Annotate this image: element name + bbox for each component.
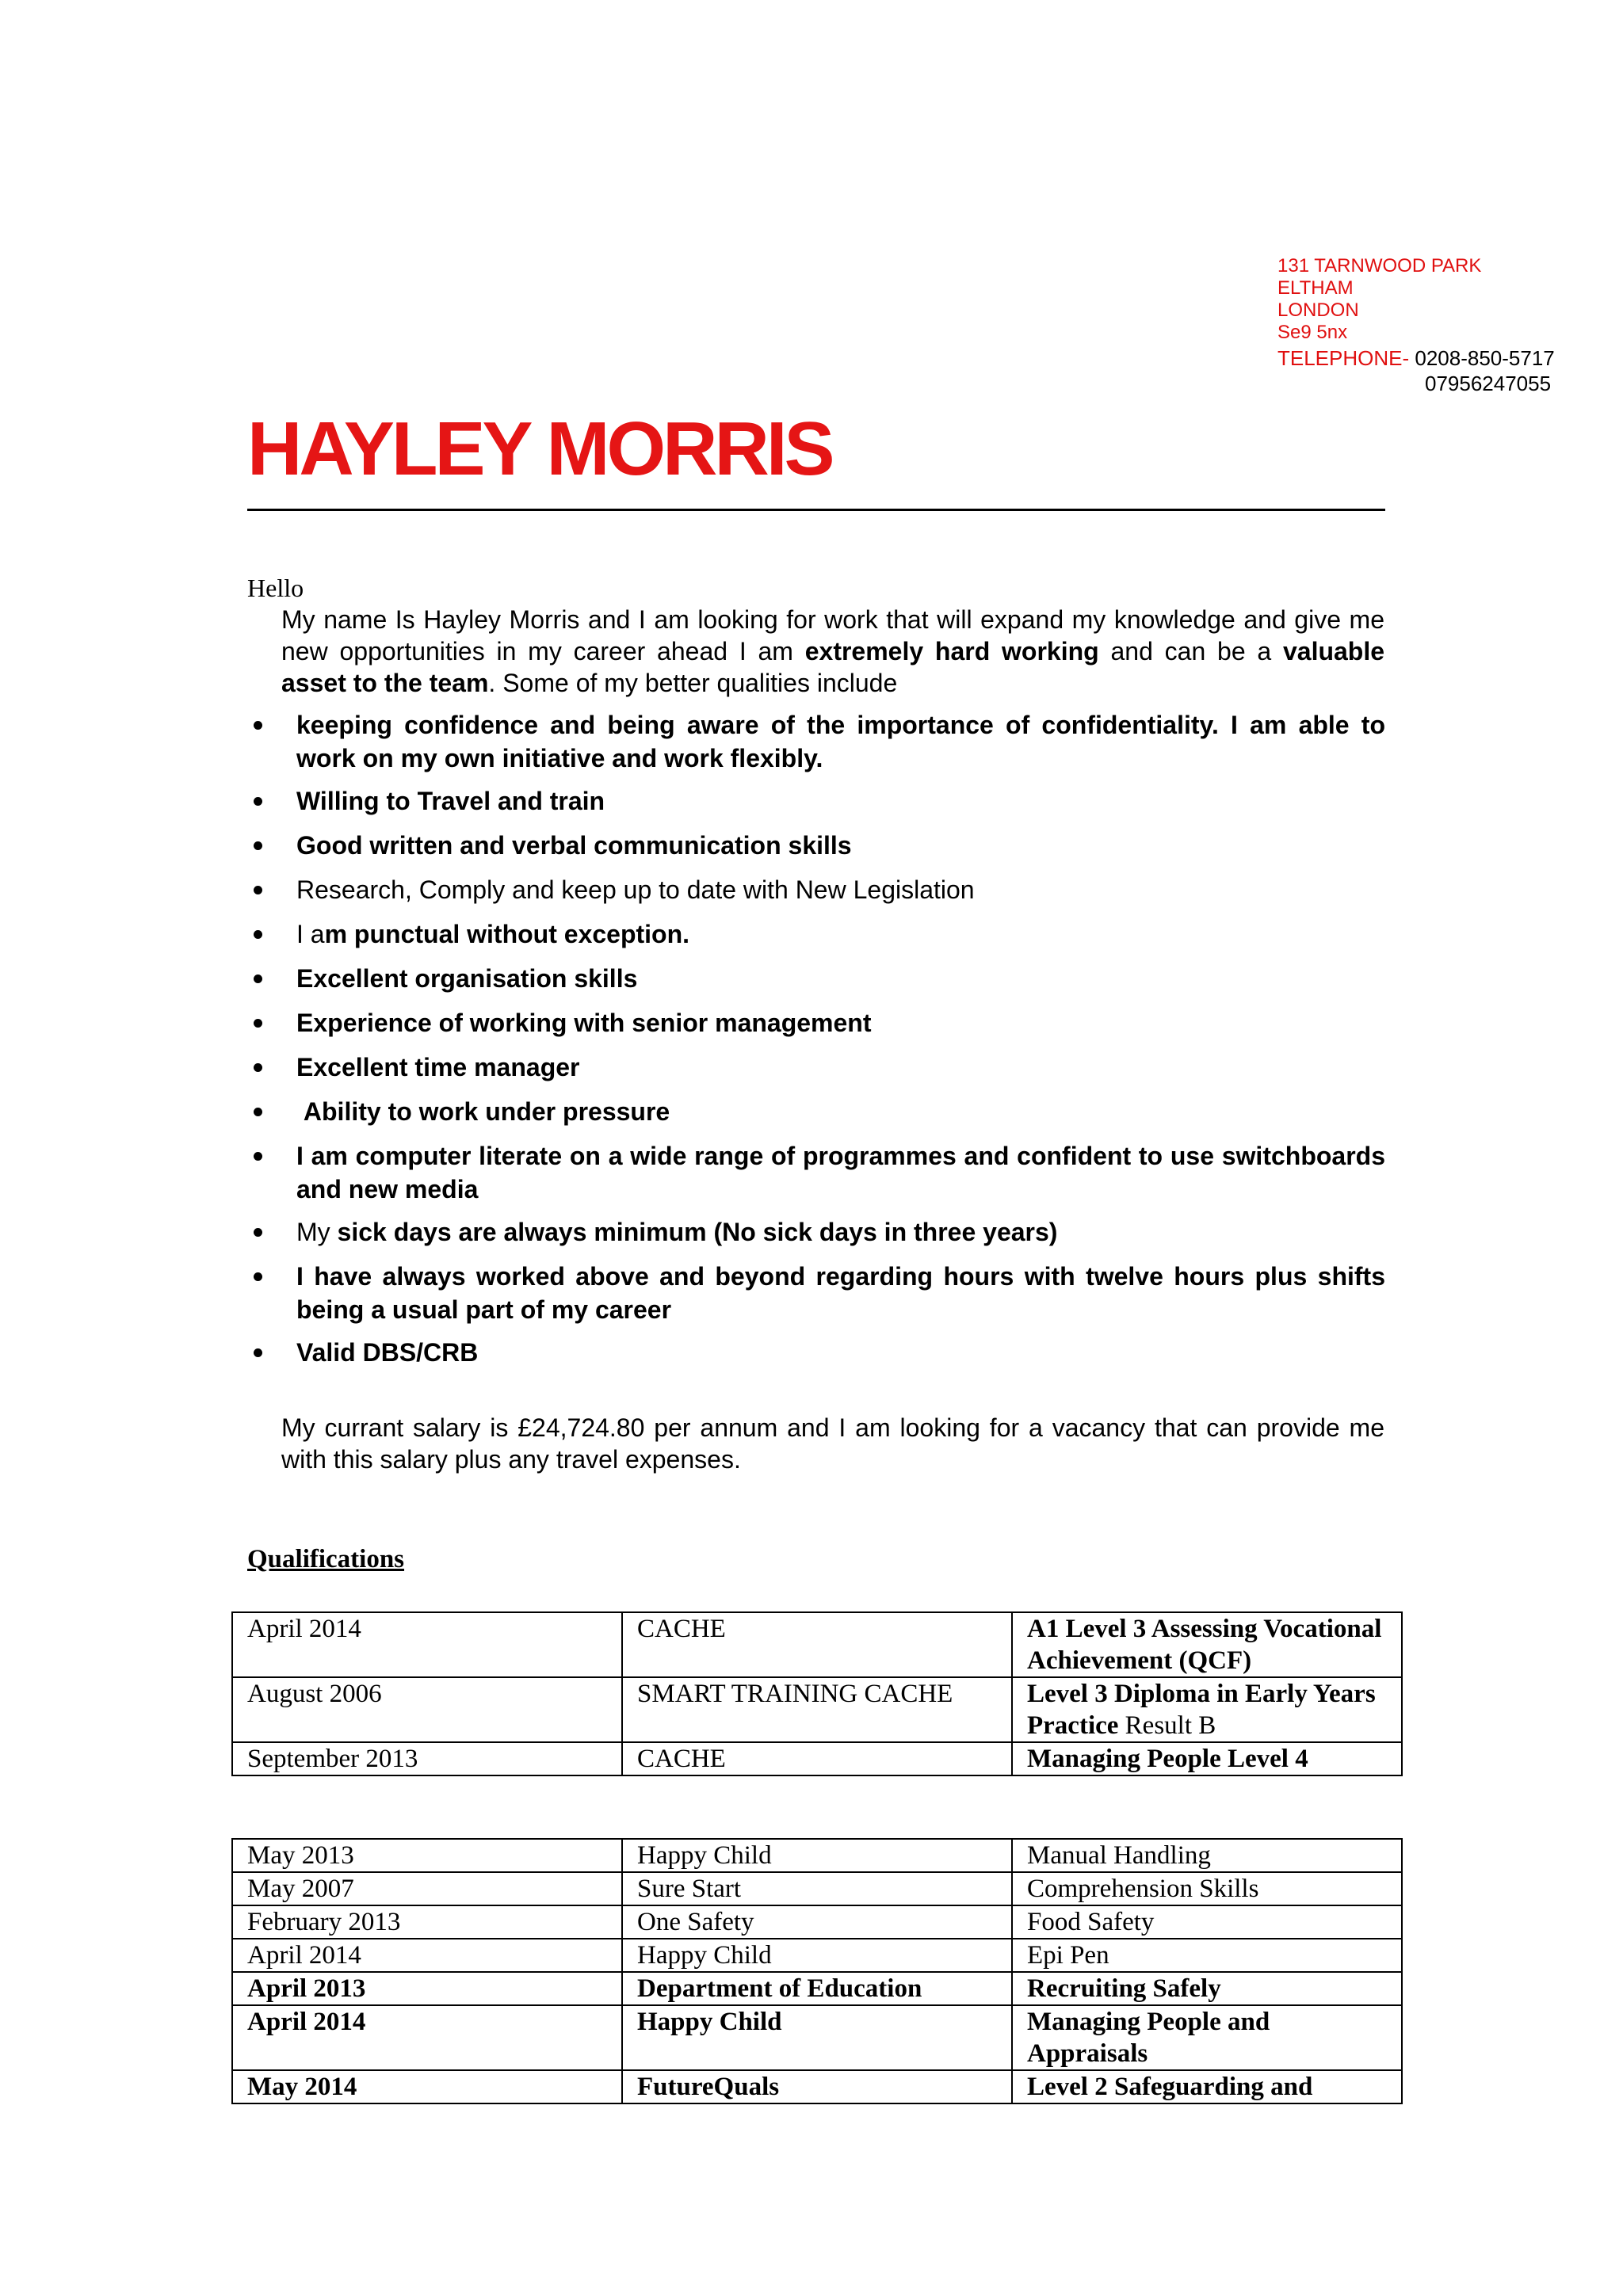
list-item-bold-text: I have always worked above and beyond regarding hours with twelve hours plus shifts being a usual part of my career	[296, 1262, 1392, 1324]
qualification-cell: Comprehension Skills	[1012, 1872, 1402, 1905]
qualification-cell: Managing People and Appraisals	[1012, 2005, 1402, 2070]
date-cell: August 2006	[232, 1677, 622, 1742]
intro-bold: extremely hard working	[804, 637, 1099, 666]
qualifications-heading: Qualifications	[247, 1545, 405, 1573]
list-item	[247, 873, 1385, 906]
date-cell: September 2013	[232, 1742, 622, 1775]
greeting: Hello	[247, 574, 304, 602]
qualification-title: Level 3 Diploma in Early Years Practice	[1027, 1680, 1376, 1740]
date-cell: May 2013	[232, 1839, 622, 1872]
table-row	[232, 1905, 1402, 1939]
qualification-cell	[1012, 1612, 1402, 1677]
address-block	[1277, 255, 1555, 396]
training-table	[231, 1838, 1403, 2104]
address-line: 131 TARNWOOD PARK	[1277, 255, 1482, 277]
address-line: Se9 5nx	[1277, 322, 1348, 343]
qualification-cell: Epi Pen	[1012, 1939, 1402, 1972]
date-cell: February 2013	[232, 1905, 622, 1939]
provider-cell: Happy Child	[622, 2005, 1012, 2070]
date-cell: May 2007	[232, 1872, 622, 1905]
list-item-bold-text: sick days are always minimum (No sick days in three years)	[337, 1218, 1058, 1246]
table-row	[232, 1939, 1402, 1972]
qualification-cell: Food Safety	[1012, 1905, 1402, 1939]
list-item-bold-text: Experience of working with senior management	[296, 1009, 872, 1037]
intro-text: My name Is Hayley Morris and I am looking for work that will expand my knowledge and give me new opportunities in my career ahead I am	[281, 605, 1384, 666]
telephone-number: 0208-850-5717	[1415, 346, 1555, 370]
list-item-bold-text: m punctual without exception.	[324, 920, 690, 948]
table-row	[232, 2005, 1402, 2070]
bullet-icon	[254, 886, 262, 894]
provider-cell: Department of Education	[622, 1972, 1012, 2005]
intro-bold: valuable asset to the team	[281, 637, 1385, 697]
bullet-icon	[254, 1108, 262, 1116]
salary-paragraph: My currant salary is £24,724.80 per annum and I am looking for a vacancy that can provide me with this salary plus any travel expenses.	[281, 1413, 1384, 1474]
list-item	[247, 1006, 1385, 1039]
list-item	[247, 1336, 1385, 1369]
qualification-title: A1 Level 3 Assessing Vocational Achievement (QCF)	[1027, 1615, 1382, 1675]
list-item-text: Research, Comply and keep up to date with New Legislation	[296, 875, 975, 904]
qualification-cell: Manual Handling	[1012, 1839, 1402, 1872]
list-item-bold-text: Ability to work under pressure	[296, 1097, 670, 1126]
address-line: ELTHAM	[1277, 277, 1354, 299]
qualification-cell: Recruiting Safely	[1012, 1972, 1402, 2005]
bullet-icon	[254, 1063, 262, 1072]
bullet-icon	[254, 930, 262, 939]
divider	[247, 509, 1385, 511]
qualification-result: Result B	[1118, 1711, 1216, 1740]
bullet-icon	[254, 721, 262, 730]
telephone-row	[1277, 345, 1555, 371]
list-item-bold-text: Excellent time manager	[296, 1053, 580, 1081]
provider-cell: SMART TRAINING CACHE	[622, 1677, 1012, 1742]
list-item	[247, 1095, 1385, 1128]
list-item	[247, 829, 1385, 862]
qualification-title: Managing People Level 4	[1027, 1745, 1308, 1773]
list-item	[247, 1051, 1385, 1084]
list-item-bold-text: keeping confidence and being aware of the importance of confidentiality. I am able to work on my own initiative and work flexibly.	[296, 711, 1392, 772]
provider-cell: CACHE	[622, 1742, 1012, 1775]
list-item	[247, 917, 1385, 951]
list-item-bold-text: Good written and verbal communication skills	[296, 831, 852, 860]
intro-paragraph	[281, 604, 1384, 699]
telephone-label: TELEPHONE-	[1277, 346, 1415, 370]
bullet-icon	[254, 797, 262, 806]
list-item	[247, 784, 1385, 818]
qualities-list	[247, 708, 1392, 1380]
table-row	[232, 1972, 1402, 2005]
date-cell: April 2013	[232, 1972, 622, 2005]
list-item-text: I a	[296, 920, 325, 948]
provider-cell: Happy Child	[622, 1939, 1012, 1972]
bullet-icon	[254, 1019, 262, 1028]
list-item	[247, 1215, 1385, 1249]
date-cell: May 2014	[232, 2070, 622, 2103]
list-item-text: My	[296, 1218, 338, 1246]
date-cell: April 2014	[232, 1612, 622, 1677]
mobile-number: 07956247055	[1425, 372, 1552, 395]
list-item-bold-text: Willing to Travel and train	[296, 787, 605, 815]
table-row	[232, 1742, 1402, 1775]
table-row	[232, 1677, 1402, 1742]
list-item	[247, 1139, 1392, 1206]
intro-text: and can be a	[1098, 637, 1283, 666]
provider-cell: FutureQuals	[622, 2070, 1012, 2103]
intro-text: . Some of my better qualities include	[488, 669, 898, 697]
bullet-icon	[254, 1152, 262, 1161]
address-line: LONDON	[1277, 299, 1359, 321]
provider-cell: CACHE	[622, 1612, 1012, 1677]
list-item-bold-text: I am computer literate on a wide range of programmes and confident to use switchboards and new media	[296, 1142, 1392, 1203]
list-item	[247, 708, 1392, 775]
provider-cell: Sure Start	[622, 1872, 1012, 1905]
list-item	[247, 1260, 1392, 1326]
table-row	[232, 1839, 1402, 1872]
bullet-icon	[254, 1272, 262, 1281]
bullet-icon	[254, 1348, 262, 1357]
bullet-icon	[254, 841, 262, 850]
bullet-icon	[254, 1228, 262, 1237]
qualification-cell	[1012, 1742, 1402, 1775]
qualification-cell: Level 2 Safeguarding and	[1012, 2070, 1402, 2103]
list-item-bold-text: Valid DBS/CRB	[296, 1338, 479, 1367]
table-row	[232, 1872, 1402, 1905]
list-item	[247, 962, 1385, 995]
candidate-name: HAYLEY MORRIS	[247, 406, 832, 491]
provider-cell: Happy Child	[622, 1839, 1012, 1872]
date-cell: April 2014	[232, 1939, 622, 1972]
table-row	[232, 1612, 1402, 1677]
bullet-icon	[254, 974, 262, 983]
list-item-bold-text: Excellent organisation skills	[296, 964, 638, 993]
table-row	[232, 2070, 1402, 2103]
date-cell: April 2014	[232, 2005, 622, 2070]
qualifications-table	[231, 1611, 1403, 1776]
qualification-cell	[1012, 1677, 1402, 1742]
provider-cell: One Safety	[622, 1905, 1012, 1939]
